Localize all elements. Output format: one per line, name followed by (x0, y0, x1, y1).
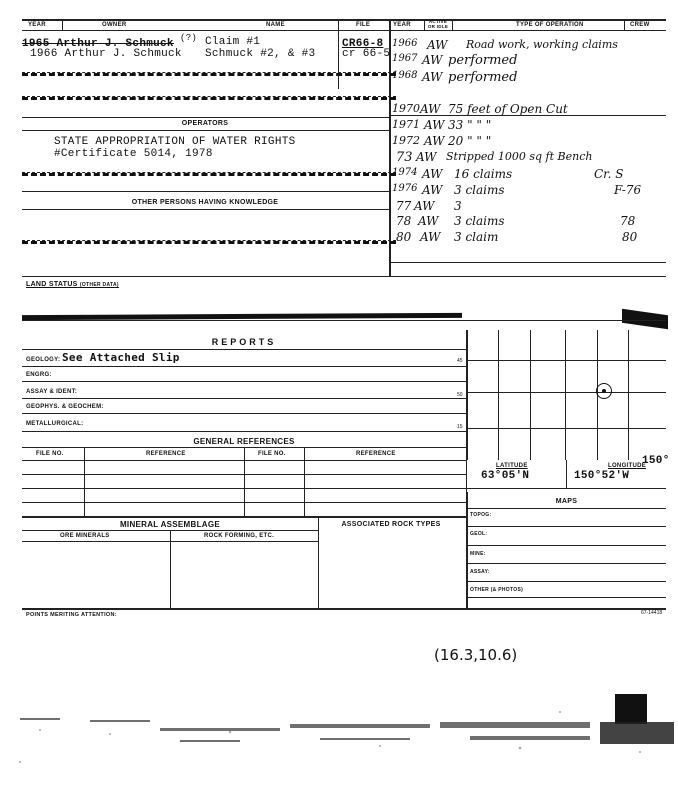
op-crew: F-76 (614, 183, 642, 197)
owner-file-2: cr 66-5 (342, 48, 391, 60)
op-type: 75 feet of Open Cut (448, 102, 568, 116)
op-crew: 80 (622, 230, 638, 244)
op-status: AW (418, 214, 439, 228)
ref-col-file-no: FILE NO. (36, 451, 64, 457)
op-status: AW (420, 102, 441, 116)
reports-engrg-label: ENGRG: (26, 372, 52, 378)
form-number: 67-14418 (641, 610, 663, 616)
maps-mine: MINE: (470, 551, 486, 557)
location-marker-icon (596, 383, 612, 399)
col-divider (452, 19, 453, 31)
col-divider (624, 19, 625, 31)
op-year: 80 (396, 230, 412, 244)
reports-assay-label: ASSAY & IDENT: (26, 389, 78, 395)
header-owner: OWNER (102, 22, 127, 28)
owner-claim-2: Schmuck #2, & #3 (205, 48, 316, 60)
points-meriting-attention-label: POINTS MERITING ATTENTION: (26, 612, 117, 618)
owner-line-2: 1966 Arthur J. Schmuck (30, 48, 182, 60)
owner-line-1: 1965 Arthur J. Schmuck (22, 38, 174, 50)
mineral-assemblage-label: MINERAL ASSEMBLAGE (119, 520, 221, 529)
longitude-value: 150°52'W (574, 470, 630, 482)
col-divider (424, 19, 425, 31)
header-year: YEAR (28, 22, 46, 28)
op-type: performed (448, 53, 518, 68)
op-year: 1967 (392, 53, 418, 64)
header-year-2: YEAR (393, 22, 411, 28)
op-year: 1976 (392, 183, 418, 194)
longitude-grid-note: 150° (642, 455, 670, 467)
op-status: AW (422, 70, 443, 84)
op-year: 1968 (392, 70, 418, 81)
ref-col-reference: REFERENCE (146, 451, 186, 457)
latitude-value: 63°05'N (481, 470, 530, 482)
latitude-label: LATITUDE (496, 463, 528, 469)
op-type: 3 claims (454, 214, 505, 228)
maps-topog: TOPOG: (470, 512, 492, 518)
op-year: 1972 (392, 134, 420, 147)
operators-line-2: #Certificate 5014, 1978 (54, 148, 213, 160)
reports-geology-value: See Attached Slip (62, 351, 180, 364)
op-year: 1974 (392, 167, 418, 178)
op-type: Road work, working claims (466, 38, 618, 51)
reports-num: 45 (457, 358, 463, 364)
op-year: 73 (396, 150, 413, 165)
general-references-label: GENERAL REFERENCES (193, 437, 295, 446)
op-type: 3 claim (454, 230, 499, 244)
associated-rock-types-label: ASSOCIATED ROCK TYPES (341, 521, 441, 528)
op-type: 33 " " " (448, 118, 492, 132)
reports-label: REPORTS (211, 337, 277, 347)
maps-geol: GEOL: (470, 531, 488, 537)
op-year: 1966 (392, 38, 418, 49)
reports-geophys-label: GEOPHYS. & GEOCHEM: (26, 404, 104, 410)
mineral-col-rock-forming: ROCK FORMING, ETC. (204, 533, 275, 539)
owner-claim-1: Claim #1 (205, 36, 261, 48)
op-year: 1970 (392, 102, 420, 115)
header-file: FILE (356, 22, 371, 28)
op-type: performed (448, 70, 518, 85)
op-year: 78 (396, 214, 412, 228)
header-active-idle: ACTIVE OR IDLE (427, 19, 449, 29)
op-type: 16 claims (454, 167, 513, 181)
operators-line-1: STATE APPROPRIATION OF WATER RIGHTS (54, 136, 296, 148)
header-name: NAME (266, 22, 285, 28)
maps-label: MAPS (555, 498, 578, 505)
op-status: AW (424, 134, 445, 148)
ref-col-reference-2: REFERENCE (356, 451, 396, 457)
land-status-label: LAND STATUS (OTHER DATA) (26, 281, 119, 288)
op-status: AW (422, 53, 443, 67)
owner-name-note: (?) (180, 33, 198, 43)
op-status: AW (422, 183, 443, 197)
op-type: 20 " " " (448, 134, 492, 148)
op-crew: 78 (620, 214, 636, 228)
maps-assay: ASSAY: (470, 569, 490, 575)
op-year: 1971 (392, 118, 420, 131)
header-crew: CREW (630, 22, 650, 28)
scan-noise (0, 690, 678, 770)
col-divider (62, 19, 63, 31)
op-crew: Cr. S (594, 167, 624, 181)
op-status: AW (416, 150, 437, 164)
op-status: AW (422, 167, 443, 181)
mineral-col-ore: ORE MINERALS (60, 533, 110, 539)
op-type: 3 claims (454, 183, 505, 197)
op-status: AW (424, 118, 445, 132)
reports-metallurgical-label: METALLURGICAL: (26, 421, 84, 427)
op-status: AW (420, 230, 441, 244)
coordinates-note: (16.3,10.6) (434, 646, 518, 664)
reports-geology-label: GEOLOGY: (26, 357, 61, 363)
op-type: 3 (454, 199, 462, 213)
reports-num: 15 (457, 424, 463, 430)
header-type-of-operation: TYPE OF OPERATION (516, 22, 584, 28)
op-status: AW (414, 199, 435, 213)
maps-other: OTHER (& PHOTOS) (470, 587, 524, 593)
col-divider (338, 19, 339, 89)
operators-label: OPERATORS (181, 120, 229, 127)
op-status: AW (427, 38, 448, 52)
longitude-label: LONGITUDE (608, 463, 647, 469)
op-year: 77 (396, 199, 412, 213)
op-type: Stripped 1000 sq ft Bench (446, 150, 593, 163)
ref-col-file-no-2: FILE NO. (258, 451, 286, 457)
reports-num: 50 (457, 392, 463, 398)
owner-file-1: CR66-8 (342, 38, 384, 50)
other-persons-label: OTHER PERSONS HAVING KNOWLEDGE (131, 199, 279, 206)
